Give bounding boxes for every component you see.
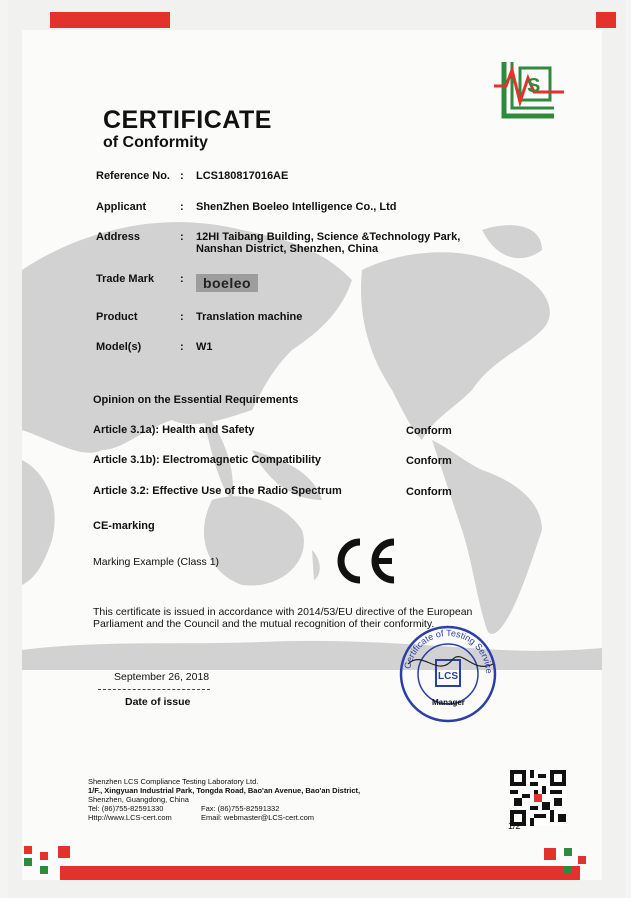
- article-result: Conform: [406, 486, 452, 498]
- corner-square-red: [578, 856, 586, 864]
- model-colon: :: [180, 341, 184, 353]
- lab-fax: Fax: (86)755-82591332: [201, 804, 280, 813]
- corner-square-green: [564, 848, 572, 856]
- applicant-value: ShenZhen Boeleo Intelligence Co., Ltd: [196, 201, 397, 213]
- top-right-red-bar: [596, 12, 616, 28]
- corner-square-red: [58, 846, 70, 858]
- corner-square-green: [40, 866, 48, 874]
- reference-value: LCS180817016AE: [196, 170, 289, 182]
- corner-square-red: [544, 848, 556, 860]
- trademark-label: Trade Mark: [96, 273, 155, 285]
- product-label: Product: [96, 311, 138, 323]
- lab-website[interactable]: Http://www.LCS-cert.com: [88, 813, 172, 822]
- lab-email[interactable]: Email: webmaster@LCS-cert.com: [201, 813, 315, 822]
- svg-text:Certificate of Testing Service: [402, 628, 494, 674]
- issue-date: September 26, 2018: [114, 671, 210, 683]
- product-value: Translation machine: [196, 311, 303, 323]
- seal-center-text: LCS: [438, 671, 458, 682]
- opinion-heading: Opinion on the Essential Requirements: [93, 394, 299, 406]
- article-name: Article 3.2: Effective Use of the Radio Spectrum: [93, 485, 342, 497]
- lcs-logo: [494, 58, 564, 122]
- qr-code: [510, 770, 566, 826]
- reference-label: Reference No.: [96, 170, 170, 182]
- ce-marking-heading: CE-marking: [93, 520, 155, 532]
- reference-colon: :: [180, 170, 184, 182]
- model-value: W1: [196, 341, 213, 353]
- corner-square-green: [24, 858, 32, 866]
- manager-label: Manager: [432, 698, 465, 707]
- bottom-red-bar: [60, 866, 580, 880]
- marking-example-text: Marking Example (Class 1): [93, 556, 220, 568]
- corner-square-red: [24, 846, 32, 854]
- article-name: Article 3.1a): Health and Safety: [93, 424, 255, 436]
- model-label: Model(s): [96, 341, 142, 353]
- certificate-title: CERTIFICATE: [103, 106, 272, 134]
- lab-name: Shenzhen LCS Compliance Testing Laboratory Ltd.: [88, 777, 259, 786]
- address-label: Address: [96, 231, 141, 243]
- trademark-colon: :: [180, 273, 184, 285]
- corner-square-green: [564, 866, 572, 874]
- lab-tel: Tel: (86)755-82591330: [88, 804, 164, 813]
- date-label: Date of issue: [125, 696, 191, 708]
- page-number: 1/2: [508, 821, 521, 831]
- conformity-statement: This certificate is issued in accordance with 2014/53/EU directive of the European Parliament and the Council and the mutual recognition of their conformity.: [93, 606, 473, 630]
- article-result: Conform: [406, 455, 452, 467]
- date-underline: [98, 689, 210, 690]
- article-name: Article 3.1b): Electromagnetic Compatibility: [93, 454, 321, 466]
- product-colon: :: [180, 311, 184, 323]
- article-result: Conform: [406, 425, 452, 437]
- address-colon: :: [180, 231, 184, 243]
- address-value: 12HI Taibang Building, Science &Technology Park, Nanshan District, Shenzhen, China: [196, 231, 461, 255]
- svg-text:S: S: [527, 75, 541, 97]
- applicant-label: Applicant: [96, 201, 147, 213]
- top-red-bar: [50, 12, 170, 28]
- certificate-subtitle: of Conformity: [103, 134, 208, 151]
- lab-address-line1: 1/F., Xingyuan Industrial Park, Tongda Road, Bao'an Avenue, Bao'an District,: [88, 786, 361, 795]
- corner-square-red: [40, 852, 48, 860]
- applicant-colon: :: [180, 201, 184, 213]
- seal-ring-text: Certificate of Testing Service: [402, 627, 495, 674]
- lab-address-line2: Shenzhen, Guangdong, China: [88, 795, 189, 804]
- ce-mark: [332, 536, 402, 586]
- seal-stamp: [398, 624, 498, 724]
- trademark-logo: boeleo: [196, 274, 258, 292]
